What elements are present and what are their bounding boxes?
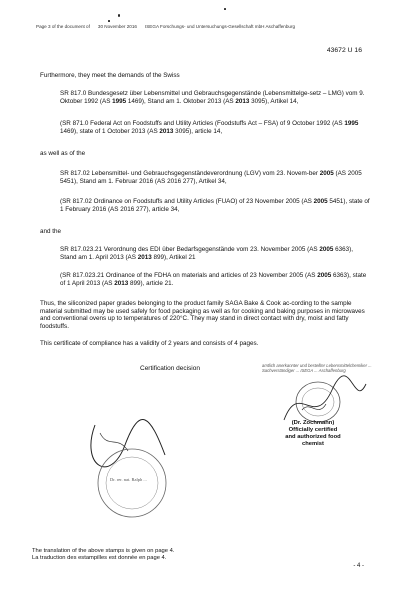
seal-inner-ring — [106, 457, 158, 509]
signatory-line-3: chemist — [302, 441, 324, 447]
stamp-seal-inner-ring — [302, 388, 334, 416]
header-page: Page 3 of the document of — [36, 24, 90, 29]
document-number: 43672 U 16 — [326, 47, 362, 54]
and-text: and the — [40, 228, 62, 235]
intro-text: Furthermore, they meet the demands of the Swiss — [40, 72, 180, 79]
as-well-text: as well as of the — [40, 150, 86, 157]
scan-speck — [118, 14, 120, 17]
page-header — [36, 24, 376, 29]
scan-speck — [224, 8, 226, 10]
header-org: ISEGA Forschungs- und Untersuchungs-Gesellschaft mbH Aschaffenburg — [144, 24, 296, 29]
page-number: - 4 - — [353, 563, 364, 569]
conclusion-text: Thus, the siliconized paper grades belonging to the product family SAGA Bake & Cook ac-cording to the sample material submitted may be used safely for food packaging as well as for cooking and baking purposes in microwaves and conventional ovens up to temperatures of 220°C. They may stand in direct contact with dry, moist and fatty foodstuffs. — [40, 300, 365, 330]
company-seal-graphic — [70, 405, 190, 535]
official-stamp-text: amtlich anerkannter und bestellter Lebensmittelchemiker ... Sachverständiger ... ISEGA ... Aschaffenburg — [262, 363, 372, 374]
signatory-name: (Dr. Zochmann) — [291, 420, 335, 426]
stamp-translation-note — [32, 548, 174, 562]
sr817-023-german: SR 817.023.21 Verordnung des EDI über Bedarfsgegenstände vom 23. November 2005 (AS 2005 6363), Stand am 1. April 2013 (AS 2013 899), Artikel 21 — [60, 246, 354, 261]
signatory-line-2: and authorized food — [285, 434, 341, 440]
seal-outer-ring — [98, 449, 166, 517]
seal-text: Dr. rer. nat. Ralph ... — [110, 477, 147, 482]
scan-speck — [108, 20, 110, 22]
note-french: La traduction des estampilles est donnée en page 4. — [32, 555, 167, 561]
sr817-0-german: SR 817.0 Bundesgesetz über Lebensmittel und Gebrauchsgegenstände (Lebensmittelge-setz – LMG) vom 9. Oktober 1992 (AS 1995 1469), Stand am 1. Oktober 2013 (AS 2013 3095), Artikel 14, — [60, 90, 365, 105]
validity-text: This certificate of compliance has a validity of 2 years and consists of 4 pages. — [40, 340, 259, 347]
signatory-line-1: Officially certified — [288, 427, 338, 433]
certification-label: Certification decision — [140, 365, 200, 372]
header-date: 30 November 2016 — [97, 24, 137, 29]
seal-signature-stroke — [91, 420, 165, 467]
sr817-023-english: (SR 817.023.21 Ordinance of the FDHA on materials and articles of 23 November 2005 (AS 2005 6363), state of 1 April 2013 (AS 2013 899), article 21. — [60, 272, 367, 287]
signatory-block — [268, 420, 358, 448]
sr871-0-english: (SR 871.0 Federal Act on Foodstuffs and Utility Articles (Foodstuffs Act – FSA) of 9 October 1992 (AS 1995 1469), state of 1 October 2013 (AS 2013 3095), article 14, — [60, 120, 359, 135]
note-english: The translation of the above stamps is given on page 4. — [32, 548, 175, 554]
sr817-02-english: (SR 817.02 Ordinance on Foodstuffs and Utility Articles (FUAO) of 23 November 2005 (AS 2005 5451), state of 1 February 2016 (AS 2016 277), article 34, — [60, 198, 370, 213]
sr817-02-german: SR 817.02 Lebensmittel- und Gebrauchsgegenständeverordnung (LGV) vom 23. Novem-ber 2005 (AS 2005 5451), Stand am 1. Februar 2016 (AS 2016 277), Artikel 34, — [60, 170, 362, 185]
